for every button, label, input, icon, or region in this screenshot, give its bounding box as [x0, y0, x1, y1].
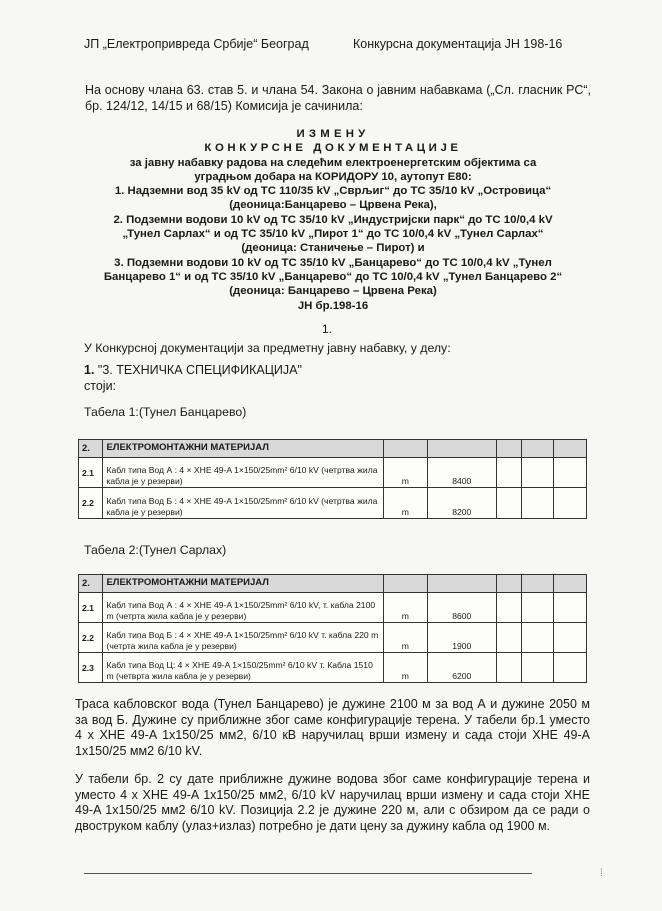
row-number: 2.2 [79, 488, 103, 519]
table-header-row [79, 440, 587, 458]
title-line-5: 1. Надземни вод 35 kV од ТС 110/35 kV „Сврљиг“ до ТС 35/10 kV „Островица“ [114, 185, 552, 198]
title-line-4: уградњом добара на КОРИДОРУ 10, аутопут Е80: [194, 170, 472, 183]
row-unit: m [383, 653, 427, 683]
table-header-number: 2. [79, 575, 103, 593]
table-header-title: ЕЛЕКТРОМОНТАЖНИ МАТЕРИЈАЛ [103, 440, 383, 458]
corner-mark: ⁞ [600, 868, 603, 879]
table1-caption: Табела 1:(Тунел Банцарево) [84, 405, 247, 419]
table2-caption: Табела 2:(Тунел Сарлах) [84, 543, 227, 557]
item-number: 1. [84, 363, 95, 377]
row-unit: m [383, 488, 427, 519]
intro-paragraph: На основу члана 63. став 5. и члана 54. Закона о јавним набавкама („Сл. гласник РС“, бр. 124/12, 14/15 и 68/15) Комисија је сачинила: [85, 83, 591, 113]
row-description: Кабл типа Вод Ц: 4 × XHE 49-A 1×150/25mm² 6/10 kV т. Кабла 1510 m (четврта жила кабла је у резерви) [103, 653, 383, 683]
table-header-title: ЕЛЕКТРОМОНТАЖНИ МАТЕРИЈАЛ [103, 575, 383, 593]
item-heading [84, 362, 302, 394]
header-organization: ЈП „Електропривреда Србије“ Београд [84, 37, 309, 51]
row-description: Кабл типа Вод А : 4 × XHE 49-A 1×150/25mm² 6/10 kV (четртва жила кабла је у резерви) [103, 458, 383, 488]
title-line-9: (деоница: Станичење – Пирот) и [241, 242, 425, 255]
table-header-number: 2. [79, 440, 103, 458]
title-line-13: ЈН бр.198-16 [297, 299, 369, 312]
table-row [79, 623, 587, 653]
title-line-12: (деоница: Банцарево – Црвена Река) [229, 285, 437, 298]
row-unit: m [383, 593, 427, 623]
table-row [79, 458, 587, 488]
table-row [79, 653, 587, 683]
title-line-11: Банцарево 1“ и од ТС 35/10 kV „Банцарево“ до ТС 10/0,4 kV „Тунел Банцарево 2“ [103, 270, 563, 283]
title-line-1: ИЗМЕНУ [296, 128, 370, 140]
row-quantity: 1900 [427, 623, 496, 653]
row-number: 2.1 [79, 458, 103, 488]
row-quantity: 8200 [427, 488, 496, 519]
row-quantity: 8600 [427, 593, 496, 623]
table-row [79, 593, 587, 623]
paragraph-cable-route: Траса кабловског вода (Тунел Банцарево) је дужине 2100 м за вод А и дужине 2050 м за вод Б. Дужине су приближне због саме конфигурације терена. У табели бр.1 уместо 4 х XHE 49-A 1х150/25 мм2, 6/10 кВ наручилац врши измену и сада стоји XHE 49-A 1х150/25 мм2 6/10 kV. [75, 697, 590, 758]
title-line-8: „Тунел Сарлах“ и од ТС 35/10 kV „Пирот 1“ до ТС 10/0,4 kV „Тунел Сарлах“ [122, 228, 544, 241]
row-quantity: 6200 [427, 653, 496, 683]
section-intro-paragraph: У Конкурсној документацији за предметну јавну набавку, у делу: [84, 341, 451, 355]
row-description: Кабл типа Вод Б : 4 × XHE 49-A 1×150/25mm² 6/10 kV т. кабла 220 m (четрта жила кабла је у резерви) [103, 623, 383, 653]
row-description: Кабл типа Вод Б : 4 × XHE 49-A 1×150/25mm² 6/10 kV (четртва жила кабла је у резерви) [103, 488, 383, 519]
row-unit: m [383, 623, 427, 653]
table-header-row [79, 575, 587, 593]
title-line-2: КОНКУРСНЕ ДОКУМЕНТАЦИЈЕ [204, 142, 462, 155]
row-number: 2.2 [79, 623, 103, 653]
title-line-7: 2. Подземни водови 10 kV од ТС 35/10 kV „Индустријски парк“ до ТС 10/0,4 kV [113, 213, 553, 226]
row-description: Кабл типа Вод А : 4 × XHE 49-A 1×150/25mm² 6/10 kV, т. кабла 2100 m (четрта жила кабла је у резерви) [103, 593, 383, 623]
row-number: 2.3 [79, 653, 103, 683]
header-document-ref: Конкурсна документација ЈН 198-16 [353, 37, 563, 51]
table2 [78, 574, 587, 683]
table-row [79, 488, 587, 519]
item-subtitle: стоји: [84, 379, 117, 393]
title-line-10: 3. Подземни водови 10 kV од ТС 35/10 kV „Банцарево“ до ТС 10/0,4 kV „Тунел [114, 256, 552, 269]
row-number: 2.1 [79, 593, 103, 623]
footer-rule [84, 873, 532, 874]
document-title-block [90, 127, 576, 313]
paragraph-table2-note: У табели бр. 2 су дате приближне дужине водова због саме конфигурације терена и уместо 4 х XHE 49-A 1х150/25 мм2, 6/10 kV наручилац врши измену и сада стоји XHE 49-A 1х150/25 мм2 6/10 kV. Позиција 2.2 је дужине 220 м, али с обзиром да се ради о двоструком каблу (улаз+излаз) потребно је дати цену за дужину кабла од 1900 м. [75, 772, 590, 833]
item-title: "3. ТЕХНИЧКА СПЕЦИФИКАЦИЈА" [97, 363, 302, 377]
section-number: 1. [322, 322, 333, 336]
title-line-3: за јавну набавку радова на следећим електроенергетским објектима са [129, 156, 537, 169]
row-quantity: 8400 [427, 458, 496, 488]
table1 [78, 439, 587, 519]
title-line-6: (деоница:Банцарево – Црвена Река), [229, 199, 437, 212]
row-unit: m [383, 458, 427, 488]
